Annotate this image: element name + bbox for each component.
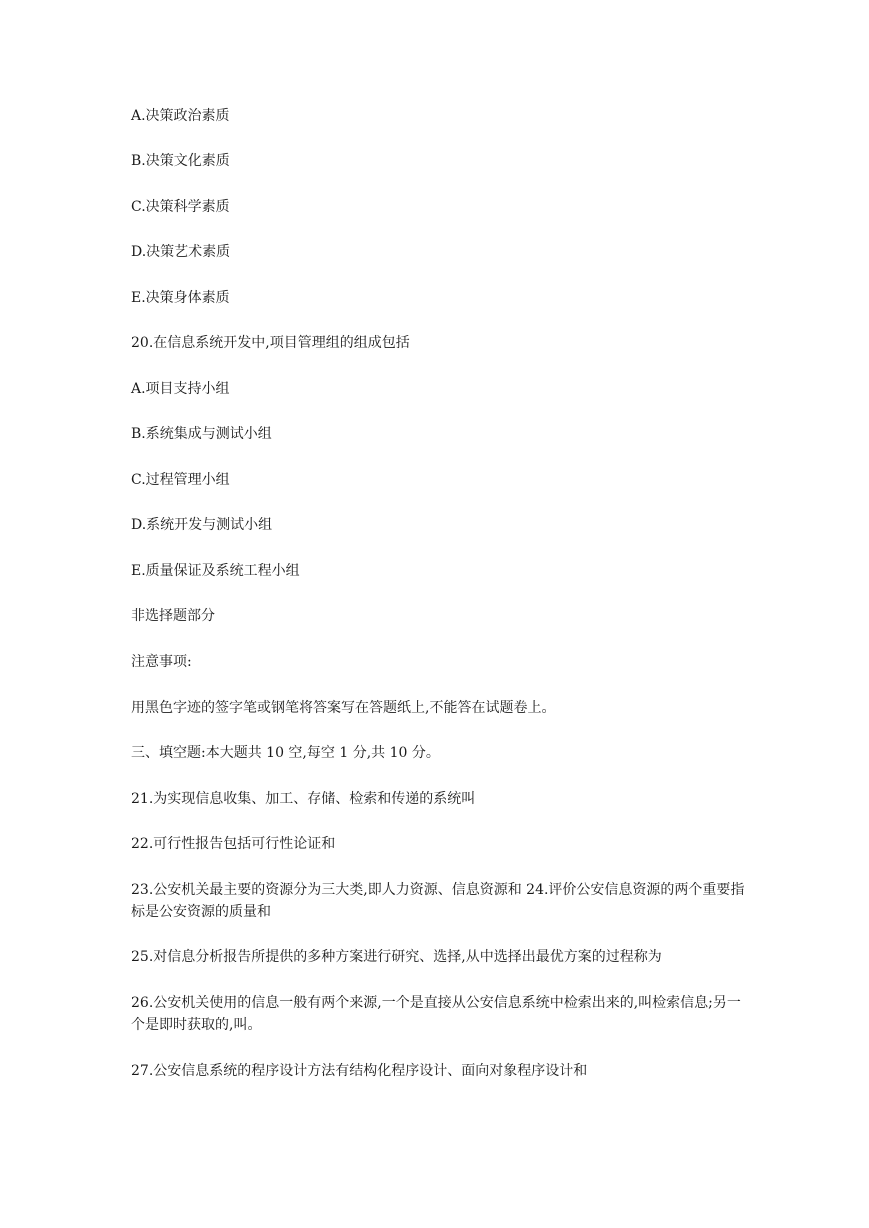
section-heading: 非选择题部分 bbox=[131, 608, 215, 624]
option-19e: E.决策身体素质 bbox=[131, 290, 230, 306]
option-20e: E.质量保证及系统工程小组 bbox=[131, 563, 300, 579]
question-23-24: 23.公安机关最主要的资源分为三大类,即人力资源、信息资源和 24.评价公安信息资源的两个重要指标是公安资源的质量和 bbox=[131, 882, 745, 920]
option-19b: B.决策文化素质 bbox=[131, 153, 230, 169]
option-20b: B.系统集成与测试小组 bbox=[131, 426, 272, 442]
question-21: 21.为实现信息收集、加工、存储、检索和传递的系统叫 bbox=[131, 791, 476, 807]
question-20: 20.在信息系统开发中,项目管理组的组成包括 bbox=[131, 335, 410, 351]
option-19c: C.决策科学素质 bbox=[131, 199, 230, 215]
option-19d: D.决策艺术素质 bbox=[131, 244, 231, 260]
question-22: 22.可行性报告包括可行性论证和 bbox=[131, 836, 336, 852]
option-19a: A.决策政治素质 bbox=[131, 108, 230, 124]
option-20a: A.项目支持小组 bbox=[131, 381, 230, 397]
option-20c: C.过程管理小组 bbox=[131, 472, 230, 488]
option-20d: D.系统开发与测试小组 bbox=[131, 517, 273, 533]
notice-text: 用黑色字迹的签字笔或钢笔将答案写在答题纸上,不能答在试题卷上。 bbox=[131, 700, 556, 716]
question-25: 25.对信息分析报告所提供的多种方案进行研究、选择,从中选择出最优方案的过程称为 bbox=[131, 949, 662, 965]
fill-blank-heading: 三、填空题:本大题共 10 空,每空 1 分,共 10 分。 bbox=[131, 745, 440, 761]
question-26: 26.公安机关使用的信息一般有两个来源,一个是直接从公安信息系统中检索出来的,叫检索信息;另一个是即时获取的,叫。 bbox=[131, 995, 741, 1033]
question-27: 27.公安信息系统的程序设计方法有结构化程序设计、面向对象程序设计和 bbox=[131, 1063, 588, 1079]
notice-heading: 注意事项: bbox=[131, 654, 192, 670]
